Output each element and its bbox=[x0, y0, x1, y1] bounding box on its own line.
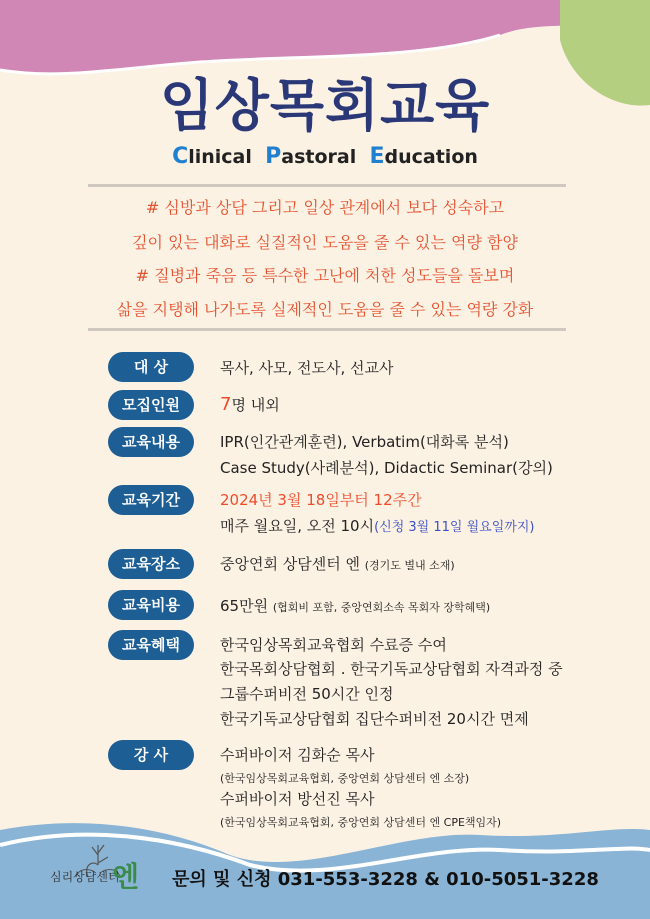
period-line: 매주 월요일, 오전 10시(신청 3월 11일 월요일까지) bbox=[220, 517, 535, 535]
page-title: 임상목회교육 bbox=[159, 74, 491, 139]
cost-value: 65만원 (협회비 포함, 중앙연회소속 목회자 장학혜택) bbox=[220, 597, 491, 615]
period-line: 2024년 3월 18일부터 12주간 bbox=[220, 491, 422, 509]
label-cost: 교육비용 bbox=[108, 590, 194, 620]
lecturer-name: 수퍼바이저 김화순 목사 bbox=[220, 746, 375, 764]
tree-logo-icon bbox=[48, 835, 168, 895]
benefit-line: 한국기독교상담협회 집단수퍼비전 20시간 면제 bbox=[220, 710, 529, 728]
logo-text: 심리상담센터 bbox=[50, 870, 120, 884]
lecturer-note: (한국임상목회교육협회, 중앙연회 상담센터 엔 소장) bbox=[220, 772, 470, 785]
benefit-line: 한국임상목회교육협회 수료증 수여 bbox=[220, 636, 447, 654]
label-lecturer: 강 사 bbox=[108, 740, 194, 770]
label-target: 대 상 bbox=[108, 352, 194, 382]
divider bbox=[88, 184, 566, 187]
label-place: 교육장소 bbox=[108, 549, 194, 579]
label-benefit: 교육혜택 bbox=[108, 630, 194, 660]
benefit-line: 그룹수퍼비전 50시간 인정 bbox=[220, 685, 394, 703]
contact-info: 문의 및 신청 031-553-3228 & 010-5051-3228 bbox=[172, 869, 599, 890]
logo-en: 엔 bbox=[112, 860, 140, 893]
content-line: IPR(인간관계훈련), Verbatim(대화록 분석) bbox=[220, 433, 509, 451]
label-content: 교육내용 bbox=[108, 427, 194, 457]
intro-line: 삶을 지탱해 나가도록 실제적인 도움을 줄 수 있는 역량 강화 bbox=[116, 300, 534, 319]
subtitle: Clinical Pastoral Education bbox=[172, 144, 478, 169]
lecturer-note: (한국임상목회교육협회, 중앙연회 상담센터 엔 CPE책임자) bbox=[220, 816, 502, 829]
content-line: Case Study(사례분석), Didactic Seminar(강의) bbox=[220, 459, 553, 477]
intro-line: # 질병과 죽음 등 특수한 고난에 처한 성도들을 돌보며 bbox=[135, 266, 515, 285]
benefit-line: 한국목회상담협회 . 한국기독교상담협회 자격과정 중 bbox=[220, 660, 563, 678]
place-value: 중앙연회 상담센터 엔 (경기도 별내 소재) bbox=[220, 555, 455, 573]
target-value: 목사, 사모, 전도사, 선교사 bbox=[220, 359, 394, 377]
intro-line: 깊이 있는 대화로 실질적인 도움을 줄 수 있는 역량 함양 bbox=[132, 233, 518, 252]
divider bbox=[88, 328, 566, 331]
label-period: 교육기간 bbox=[108, 485, 194, 515]
label-recruit: 모집인원 bbox=[108, 390, 194, 420]
lecturer-name: 수퍼바이저 방선진 목사 bbox=[220, 790, 375, 808]
intro-line: # 심방과 상담 그리고 일상 관계에서 보다 성숙하고 bbox=[145, 198, 505, 217]
recruit-value: 7명 내외 bbox=[220, 394, 280, 415]
